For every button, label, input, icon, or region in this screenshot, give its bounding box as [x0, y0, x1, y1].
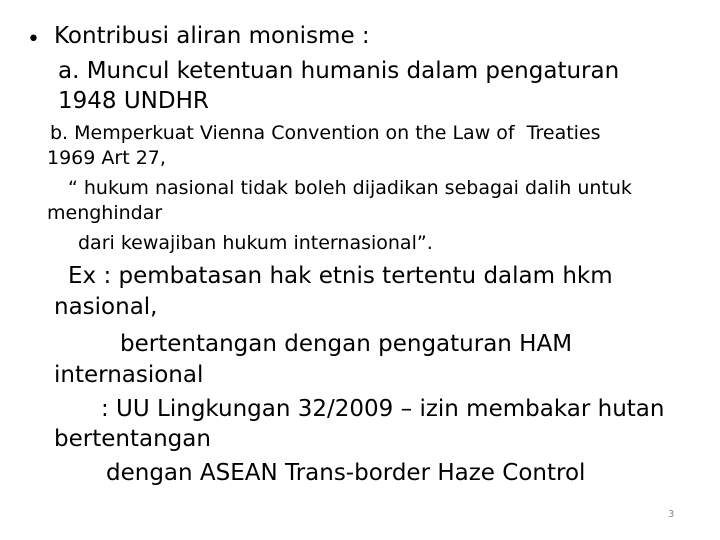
example-line-1: Ex : pembatasan hak etnis tertentu dalam hkm	[68, 263, 613, 289]
example-line-3: bertentangan dengan pengaturan HAM	[120, 331, 573, 357]
example-line-6: bertentangan	[54, 426, 211, 452]
bullet-heading: Kontribusi aliran monisme :	[54, 23, 370, 49]
example-line-5: : UU Lingkungan 32/2009 – izin membakar hutan	[101, 396, 665, 422]
example-line-7: dengan ASEAN Trans-border Haze Control	[106, 460, 586, 486]
point-a-line-1: a. Muncul ketentuan humanis dalam pengaturan	[58, 58, 620, 84]
quote-line-2: menghindar	[47, 202, 163, 224]
page-number: 3	[668, 509, 675, 520]
example-line-2: nasional,	[54, 294, 158, 320]
quote-line-3: dari kewajiban hukum internasional”.	[78, 232, 433, 254]
example-line-4: internasional	[54, 362, 204, 388]
quote-line-1: “ hukum nasional tidak boleh dijadikan sebagai dalih untuk	[68, 177, 632, 199]
bullet-marker: •	[27, 27, 40, 52]
point-a-line-2: 1948 UNDHR	[58, 88, 209, 114]
point-b-line-1: b. Memperkuat Vienna Convention on the Law of Treaties	[50, 122, 601, 144]
point-b-line-2: 1969 Art 27,	[47, 147, 166, 169]
